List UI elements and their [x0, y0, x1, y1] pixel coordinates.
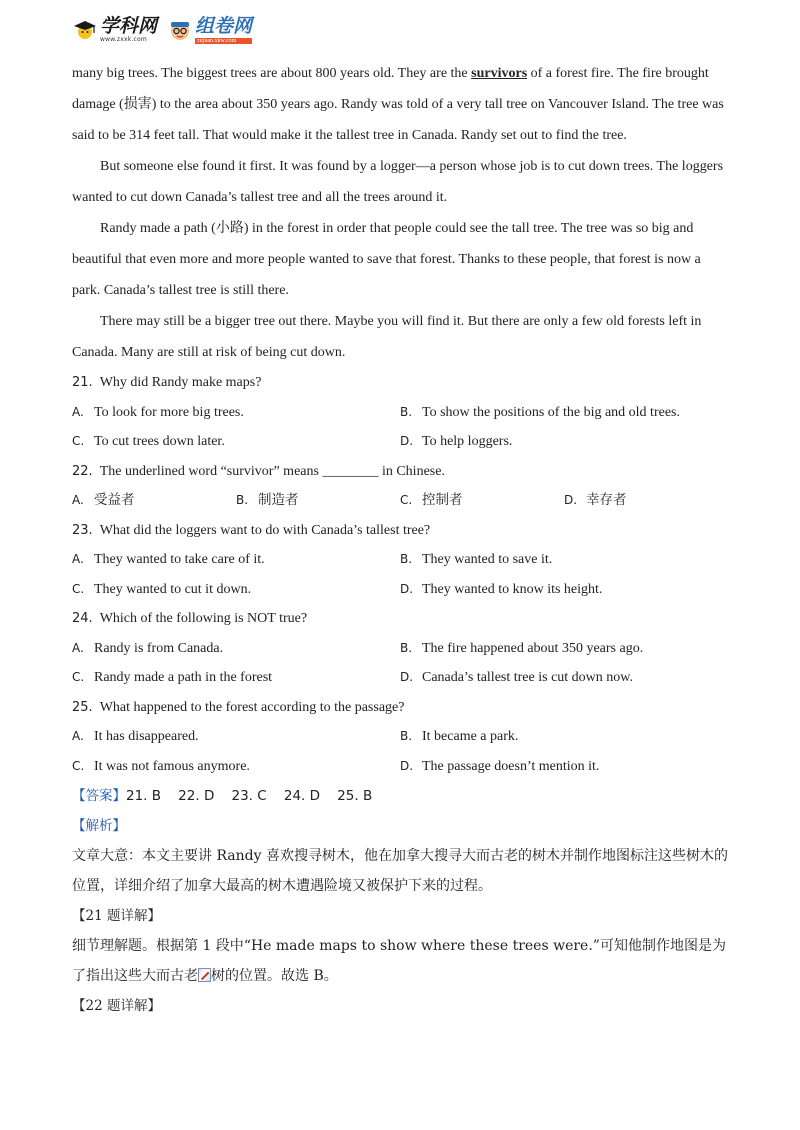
option-text: Randy made a path in the forest — [94, 670, 273, 685]
student-mascot-icon — [167, 17, 193, 43]
option-d[interactable] — [400, 427, 728, 457]
option-b[interactable] — [400, 545, 728, 575]
option-b[interactable] — [400, 722, 728, 752]
passage-paragraph-4: There may still be a bigger tree out there. Maybe you will find it. But there are only a few old forests left in Canada. Many are still at risk of being cut down. — [72, 314, 702, 360]
option-letter: D. — [564, 493, 578, 507]
option-text: It became a park. — [422, 729, 519, 744]
option-letter: B. — [400, 404, 413, 419]
passage-paragraph-1 — [72, 58, 732, 151]
option-c[interactable] — [72, 752, 400, 782]
question-stem — [72, 604, 732, 634]
question-text: Why did Randy make maps? — [99, 375, 262, 390]
q22-detail-title: 【22 题详解】 — [72, 998, 161, 1014]
option-letter: C. — [400, 493, 413, 507]
option-text: It has disappeared. — [94, 729, 199, 744]
option-a[interactable] — [72, 634, 400, 664]
option-c[interactable] — [72, 427, 400, 457]
passage-text: many big trees. The biggest trees are about 800 years old. They are the — [72, 66, 472, 81]
option-text: Canada’s tallest tree is cut down now. — [422, 670, 633, 685]
option-text: To cut trees down later. — [94, 434, 225, 449]
option-text: 受益者 — [94, 492, 135, 508]
option-a[interactable] — [72, 398, 400, 428]
option-letter: B. — [400, 729, 413, 743]
option-text: The fire happened about 350 years ago. — [422, 640, 644, 656]
q21-detail-text — [72, 931, 732, 991]
zxxk-logo[interactable] — [72, 17, 157, 43]
detail-text: 树的位置。故选 B。 — [211, 968, 338, 984]
option-letter: D. — [400, 758, 414, 773]
zujuan-logo[interactable] — [167, 14, 253, 44]
option-b[interactable] — [400, 634, 728, 664]
option-text: They wanted to know its height. — [422, 581, 603, 597]
option-d[interactable] — [400, 752, 728, 782]
option-d[interactable] — [400, 575, 728, 605]
question-text: The underlined word “survivor” means ________ in Chinese. — [99, 463, 445, 479]
option-letter: D. — [400, 670, 414, 684]
option-letter: A. — [72, 493, 84, 507]
option-letter: D. — [400, 581, 414, 596]
option-text: 幸存者 — [586, 492, 627, 508]
graduation-cap-icon — [72, 17, 98, 43]
question-number: 25. — [72, 699, 93, 715]
option-text: 控制者 — [422, 492, 463, 508]
option-text: To help loggers. — [422, 434, 513, 449]
answer-line — [72, 781, 732, 811]
option-text: To look for more big trees. — [94, 404, 244, 420]
option-letter: B. — [236, 493, 249, 507]
question-text: What happened to the forest according to the passage? — [99, 699, 405, 715]
option-letter: D. — [400, 434, 414, 448]
option-c[interactable] — [72, 575, 400, 605]
option-c[interactable] — [400, 486, 564, 516]
question-stem — [72, 516, 732, 546]
option-text: Randy is from Canada. — [94, 640, 224, 656]
option-c[interactable] — [72, 663, 400, 693]
answer-tag: 【答案】 — [72, 788, 126, 804]
zxxk-logo-name: 学科网 — [100, 15, 158, 37]
option-b[interactable] — [400, 398, 728, 428]
answer-values: 21. B 22. D 23. C 24. D 25. B — [126, 788, 373, 804]
option-a[interactable] — [72, 722, 400, 752]
option-letter: A. — [72, 729, 84, 743]
option-text: It was not famous anymore. — [94, 758, 250, 774]
question-23 — [72, 516, 732, 605]
option-text: They wanted to save it. — [422, 552, 553, 567]
question-number: 23. — [72, 522, 93, 538]
passage-paragraph-3: Randy made a path (小路) in the forest in order that people could see the tall tree. The tree was so big and beautiful that even more and more people wanted to save that forest. Thanks to these people, that forest is now a park. Canada’s tallest tree is still there. — [72, 221, 701, 298]
option-letter: C. — [72, 581, 85, 596]
question-number: 24. — [72, 611, 93, 626]
question-text: What did the loggers want to do with Canada’s tallest tree? — [99, 522, 431, 538]
page-header — [72, 10, 262, 50]
underlined-word-survivors: survivors — [471, 66, 528, 81]
option-letter: C. — [72, 434, 85, 448]
option-letter: B. — [400, 552, 413, 566]
question-stem — [72, 457, 732, 487]
detail-text: 细节理解题。根据第 1 段中“He made maps to show where these trees were.”可知他制作地图是为了指出这些大而古老 — [72, 938, 726, 984]
option-text: To show the positions of the big and old trees. — [422, 404, 680, 420]
question-number: 21. — [72, 375, 93, 390]
q21-detail-title: 【21 题详解】 — [72, 908, 161, 924]
zujuan-logo-url: zujuan.xkw.com — [195, 38, 252, 44]
question-22 — [72, 457, 732, 516]
option-letter: A. — [72, 640, 84, 655]
question-stem — [72, 693, 732, 723]
question-24 — [72, 604, 732, 693]
question-stem — [72, 368, 732, 398]
passage-paragraph-2: But someone else found it first. It was found by a logger—a person whose job is to cut down trees. The loggers wanted to cut down Canada’s tallest tree and all the trees around it. — [72, 159, 724, 205]
option-b[interactable] — [236, 486, 400, 516]
analysis-summary: 文章大意：本文主要讲 Randy 喜欢搜寻树木，他在加拿大搜寻大而古老的树木并制作地图标注这些树木的位置，详细介绍了加拿大最高的树木遭遇险境又被保护下来的过程。 — [72, 848, 728, 894]
option-a[interactable] — [72, 486, 236, 516]
option-text: They wanted to take care of it. — [94, 552, 265, 567]
question-21 — [72, 368, 732, 457]
option-d[interactable] — [400, 663, 728, 693]
option-text: The passage doesn’t mention it. — [422, 758, 600, 774]
question-25 — [72, 693, 732, 782]
zujuan-logo-name: 组卷网 — [195, 14, 253, 37]
document-body — [72, 58, 732, 1021]
option-text: They wanted to cut it down. — [94, 581, 252, 597]
option-letter: C. — [72, 758, 85, 773]
option-letter: A. — [72, 404, 84, 419]
option-a[interactable] — [72, 545, 400, 575]
option-letter: A. — [72, 552, 84, 566]
question-number: 22. — [72, 463, 93, 479]
analysis-tag: 【解析】 — [72, 818, 126, 834]
zxxk-logo-url: www.zxxk.com — [100, 36, 147, 43]
analysis-heading — [72, 811, 732, 841]
option-letter: B. — [400, 640, 413, 655]
passage-text: of a forest fire. The fire brought damage (损害) to the area about 350 years ago. Randy was told of a very tall tree on Vancouver Island. The tree was said to be 314 feet tall. That would make it the tallest tree in Canada. Randy set out to find the tree. — [72, 66, 724, 143]
option-letter: C. — [72, 670, 85, 684]
question-text: Which of the following is NOT true? — [99, 611, 308, 626]
broken-image-icon — [198, 968, 211, 982]
option-text: 制造者 — [258, 492, 299, 508]
option-d[interactable] — [564, 486, 728, 516]
